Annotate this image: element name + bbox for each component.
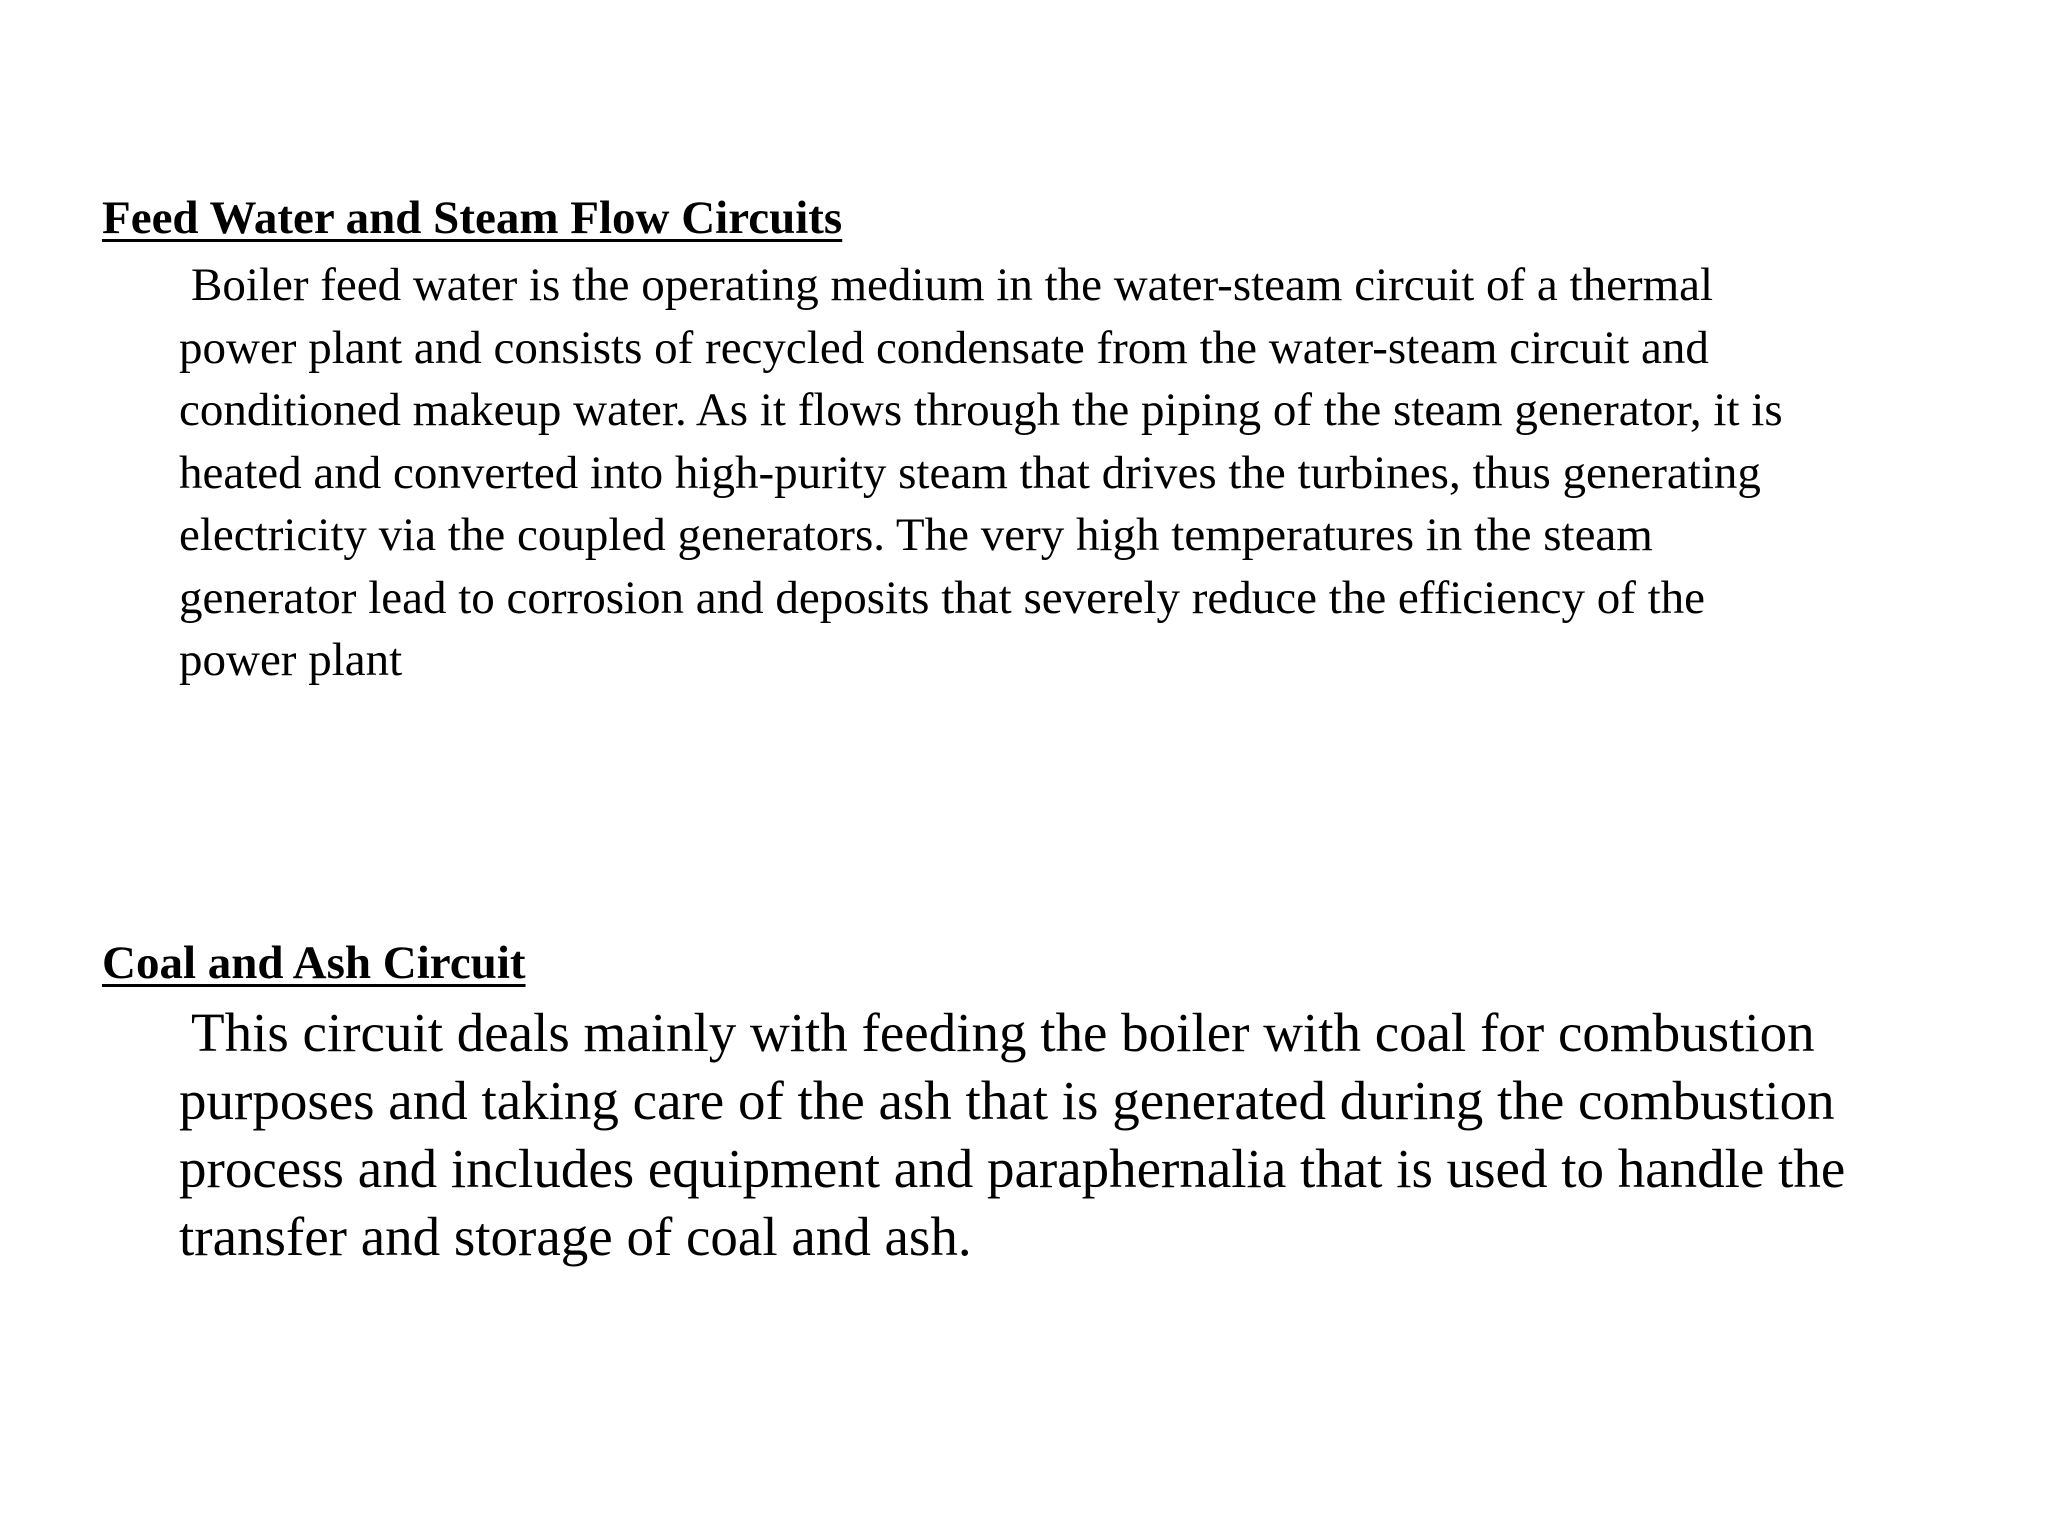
paragraph-line: process and includes equipment and paraphernalia that is used to handle the [179,1138,1846,1199]
paragraph-line: This circuit deals mainly with feeding the boiler with coal for combustion [191,1002,1815,1063]
paragraph-line: conditioned makeup water. As it flows through the piping of the steam generator, it is [179,384,1783,436]
paragraph-line: generator lead to corrosion and deposits that severely reduce the efficiency of the [179,571,1706,624]
paragraph-line: heated and converted into high-purity steam that drives the turbines, thus generating [179,446,1761,499]
section-feed-water [102,190,1982,692]
paragraph-line: purposes and taking care of the ash that is generated during the combustion [179,1070,1835,1131]
section-heading: Coal and Ash Circuit [102,937,526,989]
section-paragraph [102,254,2048,692]
paragraph-line: transfer and storage of coal and ash. [179,1206,972,1267]
section-paragraph [102,999,2048,1271]
section-coal-ash [102,935,1982,1271]
paragraph-line: Boiler feed water is the operating medium in the water-steam circuit of a thermal [191,259,1714,311]
paragraph-line: power plant and consists of recycled condensate from the water-steam circuit and [179,321,1709,374]
paragraph-line: electricity via the coupled generators. The very high temperatures in the steam [179,509,1653,561]
paragraph-line: power plant [179,634,403,686]
section-heading: Feed Water and Steam Flow Circuits [102,192,843,244]
